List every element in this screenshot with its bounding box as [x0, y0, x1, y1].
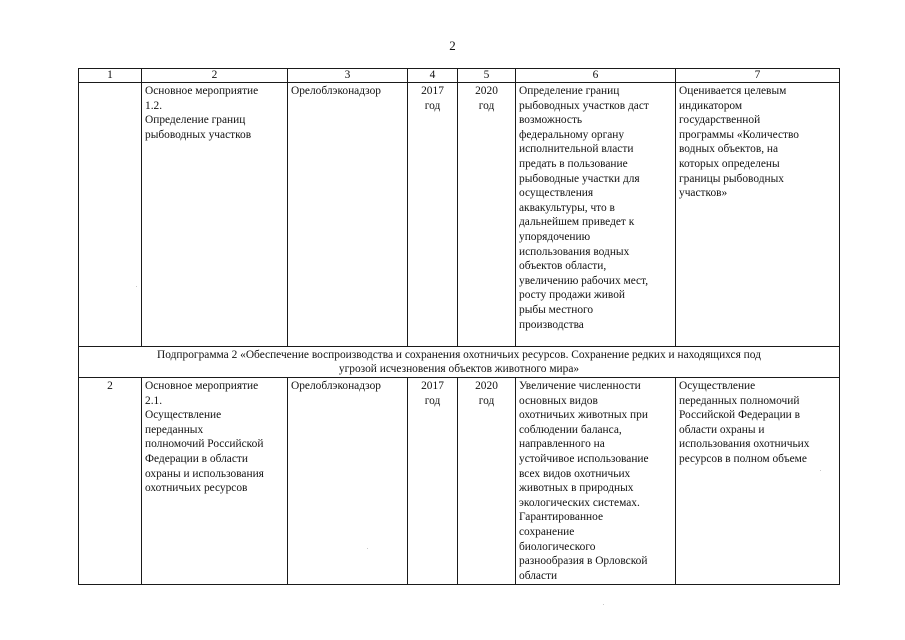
scan-speck — [136, 286, 137, 287]
text-line: основных видов — [519, 394, 598, 407]
text-line: увеличению рабочих мест, — [519, 274, 649, 287]
text-line: 2020 — [475, 380, 498, 392]
end-year-cell — [458, 378, 516, 585]
text-line: упорядочению — [519, 230, 591, 243]
text-line: биологического — [519, 540, 596, 553]
start-year-cell — [408, 83, 458, 347]
result-cell — [516, 378, 676, 585]
subprogram-title — [79, 347, 840, 378]
end-year-cell — [458, 83, 516, 347]
text-line: рыбоводных участков — [145, 128, 252, 141]
scan-speck — [820, 470, 821, 471]
measure-cell — [142, 83, 288, 347]
header-row — [79, 69, 840, 83]
text-line: 2020 — [475, 85, 498, 97]
start-year-cell — [408, 378, 458, 585]
text-line: устойчивое использование — [519, 452, 649, 465]
text-line: государственной — [679, 114, 761, 127]
page-number: 2 — [449, 38, 456, 53]
text-line: охраны и использования — [145, 467, 264, 480]
text-line: полномочий Российской — [145, 438, 264, 451]
header-cell: 5 — [458, 69, 516, 83]
text-line: 2.1. — [145, 394, 163, 407]
text-line: Увеличение численности — [519, 380, 641, 392]
text-line: Основное мероприятие — [145, 85, 259, 97]
text-line: животных в природных — [519, 482, 634, 495]
text-line: соблюдении баланса, — [519, 423, 622, 436]
text-line: год — [424, 99, 441, 112]
text-line: возможность — [519, 114, 583, 127]
text-line: Основное мероприятие — [145, 380, 259, 392]
text-line: росту продажи живой — [519, 289, 625, 302]
header-cell: 2 — [142, 69, 288, 83]
text-line: предать в пользование — [519, 157, 628, 170]
indicator-cell — [676, 83, 840, 347]
text-line: рыбоводных участков даст — [519, 99, 649, 112]
text-line: направленного на — [519, 438, 605, 451]
text-line: использования охотничьих — [679, 438, 810, 451]
scan-speck — [603, 604, 604, 605]
text-line: 1.2. — [145, 99, 163, 112]
text-line: осуществления — [519, 187, 594, 200]
text-line: водных объектов, на — [679, 143, 779, 156]
header-cell: 3 — [288, 69, 408, 83]
text-line: программы «Количество — [679, 128, 799, 141]
text-line: Российской Федерации в — [679, 409, 801, 422]
text-line: Осуществление — [145, 409, 222, 422]
subprogram-row — [79, 347, 840, 378]
text-line: год — [478, 99, 495, 112]
indicator-cell — [676, 378, 840, 585]
text-line: производства — [519, 318, 584, 331]
table-row — [79, 83, 840, 347]
text-line: Определение границ — [145, 114, 246, 127]
text-line: охотничьих ресурсов — [145, 482, 248, 495]
text-line: Оценивается целевым — [679, 85, 787, 97]
text-line: Осуществление — [679, 380, 756, 392]
result-cell — [516, 83, 676, 347]
text-line: исполнительной власти — [519, 143, 634, 156]
executor-cell: Орелоблэконадзор — [288, 378, 408, 585]
text-line: Подпрограмма 2 «Обеспечение воспроизводства и сохранения охотничьих ресурсов. Сохранение редких и находящихся под — [157, 349, 761, 361]
text-line: год — [424, 394, 441, 407]
header-cell: 4 — [408, 69, 458, 83]
text-line: разнообразия в Орловской — [519, 555, 648, 568]
text-line: охотничьих животных при — [519, 409, 648, 422]
row-number-cell — [79, 83, 142, 347]
header-cell: 6 — [516, 69, 676, 83]
row-number-cell: 2 — [79, 378, 142, 585]
text-line: области — [519, 569, 558, 582]
text-line: Определение границ — [519, 85, 620, 97]
text-line: использования водных — [519, 245, 630, 258]
text-line: ресурсов в полном объеме — [679, 452, 807, 465]
text-line: рыбы местного — [519, 303, 594, 316]
text-line: федеральному органу — [519, 128, 625, 141]
text-line: участков» — [679, 187, 728, 200]
text-line: которых определены — [679, 157, 780, 170]
text-line: рыбоводные участки для — [519, 172, 640, 185]
measure-cell — [142, 378, 288, 585]
text-line: переданных — [145, 423, 204, 436]
text-line: Гарантированное — [519, 511, 604, 524]
executor-cell: Орелоблэконадзор — [288, 83, 408, 347]
text-line: всех видов охотничьих — [519, 467, 631, 480]
text-line: 2017 — [421, 85, 444, 97]
header-cell: 1 — [79, 69, 142, 83]
text-line: 2017 — [421, 380, 444, 392]
text-line: угрозой исчезновения объектов животного мира» — [338, 363, 580, 375]
text-line: области охраны и — [679, 423, 765, 436]
text-line: Федерации в области — [145, 452, 248, 465]
text-line: аквакультуры, что в — [519, 201, 615, 214]
text-line: переданных полномочий — [679, 394, 800, 407]
text-line: сохранение — [519, 525, 575, 538]
table-row — [79, 378, 840, 585]
measures-table — [78, 68, 840, 585]
text-line: объектов области, — [519, 260, 607, 273]
text-line: границы рыбоводных — [679, 172, 784, 185]
text-line: индикатором — [679, 99, 743, 112]
text-line: экологических системах. — [519, 496, 640, 509]
text-line: дальнейшем приведет к — [519, 216, 635, 229]
text-line: год — [478, 394, 495, 407]
header-cell: 7 — [676, 69, 840, 83]
scan-speck — [367, 548, 368, 549]
